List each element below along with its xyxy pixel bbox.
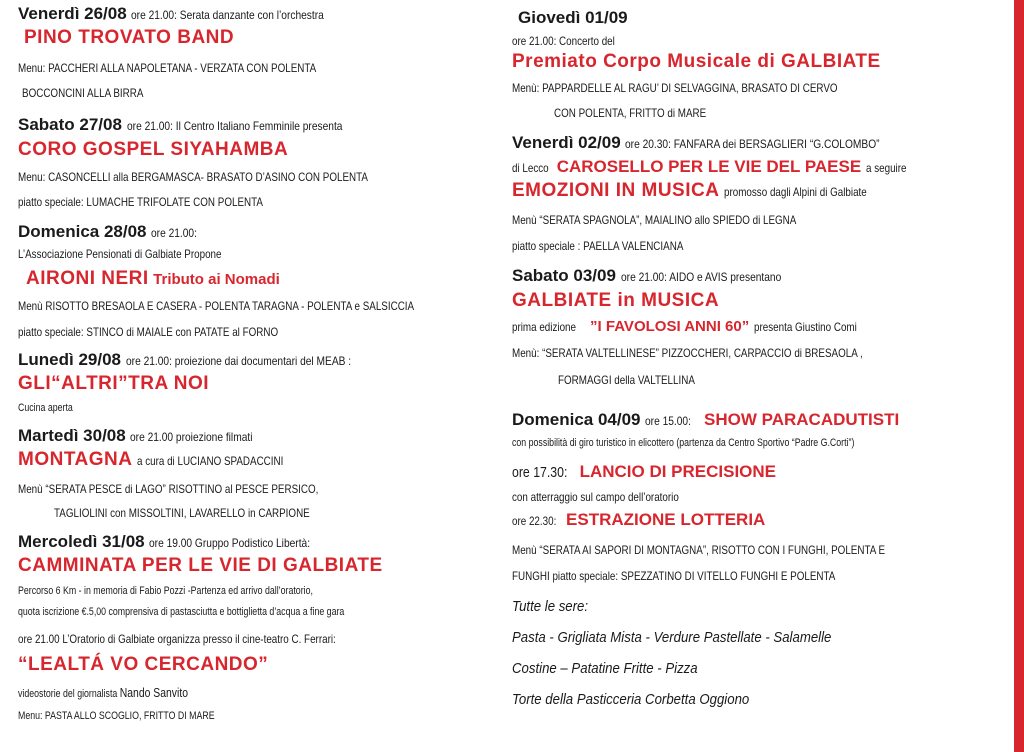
time: ore 17.30: [512,464,568,481]
menu-line: Menu: CASONCELLI alla BERGAMASCA- BRASATO D’ASINO CON POLENTA [18,170,368,184]
special-dish: piatto speciale: STINCO di MAIALE con PATATE al FORNO [18,325,279,339]
day: Venerdì 26/08 [18,4,127,23]
note: con atterraggio sul campo dell’oratorio [512,490,679,504]
event-title: GALBIATE in MUSICA [512,290,720,311]
day: Mercoledì 31/08 [18,532,145,551]
red-border [1014,0,1024,752]
menu-line: FUNGHI piatto speciale: SPEZZATINO DI VITELLO FUNGHI E POLENTA [512,569,836,583]
event-title: “LEALTÁ VO CERCANDO” [18,654,269,675]
promoter: promosso dagli Alpini di Galbiate [723,185,867,199]
event-title: CAROSELLO PER LE VIE DEL PAESE [556,157,862,176]
time: ore 21.00 proiezione filmati [130,430,253,444]
event-title: EMOZIONI IN MUSICA [512,180,720,201]
every-evening-heading: Tutte le sere: [512,598,589,615]
menu-line: Menù “SERATA AI SAPORI DI MONTAGNA”, RISOTTO CON I FUNGHI, POLENTA E [512,543,886,557]
sab03-heading [512,266,809,286]
event-title: SHOW PARACADUTISTI [704,410,900,429]
edition-prefix: prima edizione [512,320,576,334]
every-evening-line: Pasta - Grigliata Mista - Verdure Pastellate - Salamelle [512,629,832,646]
special-dish: piatto speciale: LUMACHE TRIFOLATE CON POLENTA [18,195,263,209]
day: Domenica 04/09 [512,410,641,429]
note: con possibilità di giro turistico in elicottero (partenza da Centro Sportivo “Padre G.Corti”) [512,437,855,449]
organizer: ore 21.00 L’Oratorio di Galbiate organizza presso il cine-teatro C. Ferrari: [18,632,336,646]
time: ore 22.30: [512,514,557,528]
time: ore 21.00: [151,226,198,240]
time: ore 21.00: Il Centro Italiano Femminile presenta [126,119,343,133]
day: Martedì 30/08 [18,426,126,445]
event-title-line [512,180,898,202]
mer31-heading [18,532,339,552]
gio01-day: Giovedì 01/09 [518,8,628,27]
event-title-line [512,462,776,482]
every-evening-line: Costine – Patatine Fritte - Pizza [512,660,698,677]
edition-line [512,318,879,336]
menu-line: CON POLENTA, FRITTO di MARE [554,106,707,120]
menu-line: Menù: “SERATA VALTELLINESE” PIZZOCCHERI, CARPACCIO di BRESAOLA , [512,346,863,360]
menu-line: Menù RISOTTO BRESAOLA E CASERA - POLENTA TARAGNA - POLENTA e SALSICCIA [18,299,415,313]
lun29-heading [18,350,391,370]
event-title: GLI“ALTRI”TRA NOI [18,373,210,394]
event-title: ESTRAZIONE LOTTERIA [566,510,766,529]
menu-line: Menù “SERATA SPAGNOLA”, MAIALINO allo SPIEDO di LEGNA [512,213,797,227]
sab27-heading [18,115,380,135]
day: Lunedì 29/08 [18,350,121,369]
menu-line: TAGLIOLINI con MISSOLTINI, LAVARELLO in CARPIONE [54,506,310,520]
day: Sabato 03/09 [512,266,616,285]
event-subtitle: Tributo ai Nomadi [153,271,280,288]
time: ore 21.00: Serata danzante con l’orchestra [131,8,325,22]
event-title: CORO GOSPEL SIYAHAMBA [18,139,289,160]
event-title: LANCIO DI PRECISIONE [579,462,777,481]
edition-title: ”I FAVOLOSI ANNI 60” [590,318,750,335]
author: a cura di LUCIANO SPADACCINI [136,454,284,468]
dom04-heading [512,410,899,430]
organizer: L’Associazione Pensionati di Galbiate Propone [18,247,222,261]
video-prefix: videostorie del giornalista [18,688,118,700]
mar30-heading [18,426,275,446]
event-title-line [26,268,280,290]
ven26-heading [18,4,358,24]
prefix: di Lecco [512,161,549,175]
event-title-line [512,157,915,177]
note: Cucina aperta [18,402,73,414]
every-evening-line: Torte della Pasticceria Corbetta Oggiono [512,691,750,708]
menu-line: Menu: PASTA ALLO SCOGLIO, FRITTO DI MARE [18,710,215,722]
day: Venerdì 02/09 [512,133,621,152]
edition-suffix: presenta Giustino Comi [753,320,857,334]
dom28-heading [18,222,205,242]
event-title: AIRONI NERI [26,268,149,289]
event-title: PINO TROVATO BAND [24,27,235,48]
event-title: CAMMINATA PER LE VIE DI GALBIATE [18,555,383,576]
time: ore 15.00: [645,414,692,428]
menu-line: BOCCONCINI ALLA BIRRA [22,86,144,100]
menu-line: FORMAGGI della VALTELLINA [558,373,695,387]
menu-line: Menù: PAPPARDELLE AL RAGU’ DI SELVAGGINA, BRASATO DI CERVO [512,81,838,95]
day: Sabato 27/08 [18,115,122,134]
video-line [18,685,188,700]
event-title: Premiato Corpo Musicale di GALBIATE [512,51,881,72]
time: ore 21.00: proiezione dai documentari del MEAB : [125,354,351,368]
day: Domenica 28/08 [18,222,147,241]
follow: a seguire [865,161,907,175]
menu-line: Menù “SERATA PESCE di LAGO” RISOTTINO al PESCE PERSICO, [18,482,319,496]
event-title-line [512,510,765,530]
fee-info: quota iscrizione €.5,00 comprensiva di pastasciutta e bottiglietta d’acqua a fine gara [18,606,345,618]
menu-line: Menu: PACCHERI ALLA NAPOLETANA - VERZATA CON POLENTA [18,61,317,75]
event-title-line [18,449,315,471]
ven02-heading [512,133,925,153]
time: ore 21.00: Concerto del [512,34,615,48]
time: ore 19.00 Gruppo Podistico Libertà: [149,536,311,550]
route-info: Percorso 6 Km - in memoria di Fabio Pozzi -Partenza ed arrivo dall’oratorio, [18,585,313,597]
time: ore 20.30: FANFARA dei BERSAGLIERI “G.COLOMBO” [625,137,880,151]
journalist-name: Nando Sanvito [119,685,188,700]
time: ore 21.00: AIDO e AVIS presentano [620,270,781,284]
special-dish: piatto speciale : PAELLA VALENCIANA [512,239,684,253]
event-title: MONTAGNA [18,449,133,470]
